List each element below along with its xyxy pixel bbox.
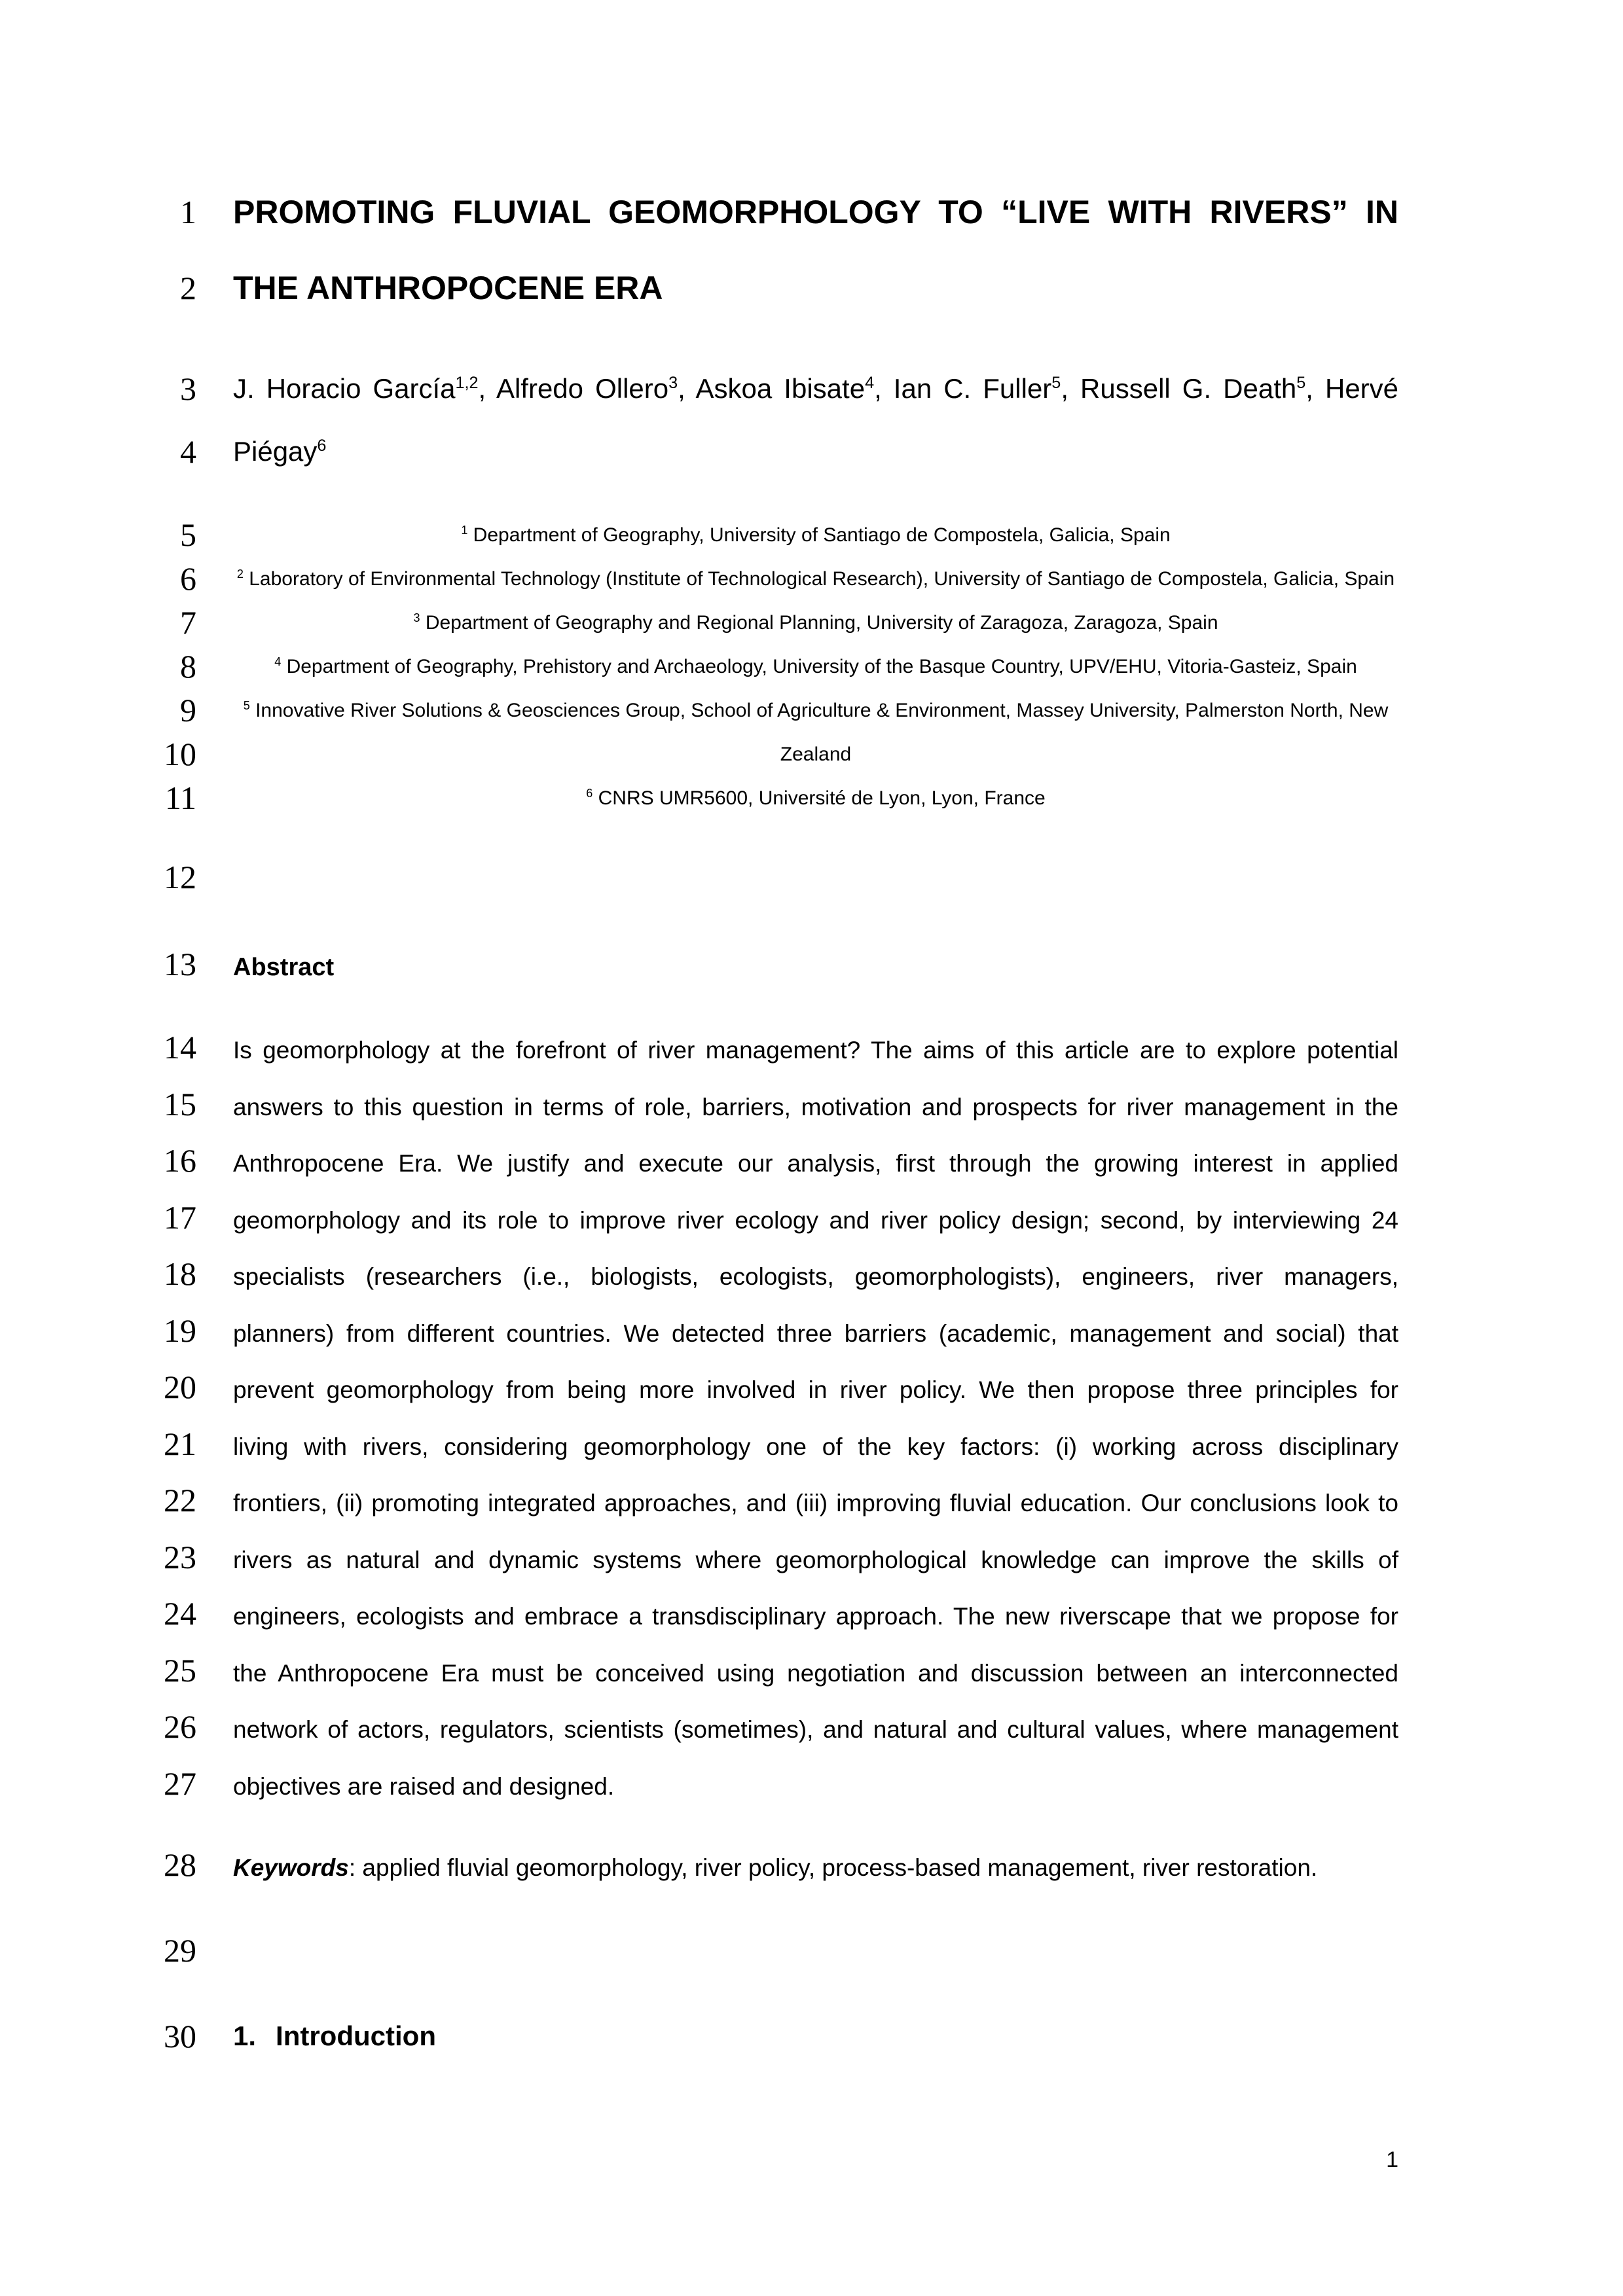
author-list: J. Horacio García$^{1,2}$, Alfredo Ollero$^3$, Askoa Ibisate$^4$, Ian C. Fuller$^5$, Russell G. Death$^5$, Hervé (233, 373, 1399, 404)
author-affiliation-marker: 4 (865, 374, 875, 392)
affiliation (233, 566, 1398, 592)
affiliation-text: Department of Geography, Prehistory and Archaeology, University of the Basque Country, UPV/EHU, Vitoria-Gasteiz, Spain (286, 656, 1357, 677)
line-number: 12 (164, 859, 196, 895)
abstract-line: Anthropocene Era. We justify and execute our analysis, first through the growing interest in applied (233, 1150, 1398, 1177)
abstract-line: objectives are raised and designed. (233, 1773, 615, 1800)
keywords-label: Keywords (233, 1854, 349, 1881)
abstract-line: rivers as natural and dynamic systems where geomorphological knowledge can improve the skills of (233, 1547, 1398, 1573)
author-affiliation-marker: 3 (668, 374, 678, 392)
line-number: 22 (164, 1482, 196, 1518)
abstract-line: specialists (researchers (i.e., biologists, ecologists, geomorphologists), engineers, river managers, (233, 1263, 1398, 1290)
line-number: 28 (164, 1846, 196, 1883)
section-title: Introduction (276, 2020, 436, 2051)
line-number: 20 (164, 1369, 196, 1405)
author-name: Russell G. Death (1080, 373, 1297, 404)
affiliation-number: 3 (413, 611, 420, 624)
affiliation (233, 698, 1398, 724)
section-heading-introduction (233, 2017, 1398, 2056)
author-affiliation-marker: 5 (1296, 374, 1306, 392)
line-number: 7 (180, 604, 196, 641)
affiliation (233, 522, 1398, 548)
author-name: Alfredo Ollero (496, 373, 669, 404)
affiliation-text: Department of Geography, University of Santiago de Compostela, Galicia, Spain (473, 524, 1171, 546)
author-list-continued (233, 432, 1398, 471)
line-number: 30 (164, 2018, 196, 2054)
line-number: 3 (180, 370, 196, 407)
line-number: 8 (180, 648, 196, 685)
abstract-line: network of actors, regulators, scientists (sometimes), and natural and cultural values, where management (233, 1716, 1398, 1743)
line-number: 17 (164, 1199, 196, 1236)
line-number: 9 (180, 692, 196, 728)
affiliation-number: 1 (461, 524, 468, 537)
line-number: 25 (164, 1652, 196, 1689)
author-name: Hervé (1324, 373, 1399, 404)
affiliation-number: 6 (586, 787, 593, 800)
author-affiliation-marker: 1,2 (455, 374, 479, 392)
affiliation-text: Zealand (780, 744, 852, 765)
line-number: 14 (164, 1029, 196, 1066)
line-number: 10 (164, 736, 196, 772)
abstract-line: prevent geomorphology from being more involved in river policy. We then propose three principles for (233, 1376, 1398, 1403)
paper-title-line-2: THE ANTHROPOCENE ERA (233, 270, 663, 306)
line-number: 1 (180, 194, 196, 230)
line-number: 26 (164, 1708, 196, 1745)
line-number: 6 (180, 560, 196, 597)
line-number: 2 (180, 270, 196, 306)
line-number: 21 (164, 1426, 196, 1462)
affiliation (233, 610, 1398, 636)
line-number: 16 (164, 1142, 196, 1179)
abstract-line: the Anthropocene Era must be conceived using negotiation and discussion between an interconnected (233, 1660, 1398, 1687)
line-number: 23 (164, 1539, 196, 1575)
line-number: 4 (180, 433, 196, 470)
author-name: Askoa Ibisate (695, 373, 866, 404)
line-number: 5 (180, 516, 196, 553)
affiliation-text: Department of Geography and Regional Planning, University of Zaragoza, Zaragoza, Spain (425, 612, 1218, 634)
author-affiliation-marker: 5 (1051, 374, 1061, 392)
author-affiliation-marker: 6 (317, 437, 327, 455)
abstract-line: planners) from different countries. We detected three barriers (academic, management and social) that (233, 1320, 1398, 1347)
line-number: 13 (164, 946, 196, 982)
affiliation-text: Laboratory of Environmental Technology (Institute of Technological Research), University of Santiago de Compostela, Galicia, Spain (249, 568, 1395, 590)
affiliation-continued (233, 742, 1398, 768)
abstract-line: answers to this question in terms of role, barriers, motivation and prospects for river management in the (233, 1094, 1398, 1121)
line-number: 15 (164, 1086, 196, 1122)
paper-title-line-1: PROMOTING FLUVIAL GEOMORPHOLOGY TO “LIVE WITH RIVERS” IN (233, 194, 1398, 230)
affiliation-number: 2 (236, 567, 244, 581)
affiliation-number: 5 (243, 699, 250, 712)
keywords-text: : applied fluvial geomorphology, river policy, process-based management, river restoration. (348, 1854, 1318, 1881)
line-number: 24 (164, 1595, 196, 1632)
abstract-line: Is geomorphology at the forefront of river management? The aims of this article are to explore potential (233, 1037, 1398, 1064)
page-number: 1 (1386, 2147, 1398, 2172)
affiliation-text: Innovative River Solutions & Geosciences Group, School of Agriculture & Environment, Massey University, Palmerston North, New (255, 700, 1389, 721)
author-name: J. Horacio García (233, 373, 456, 404)
line-number: 27 (164, 1765, 196, 1802)
keywords (233, 1852, 1398, 1884)
line-number: 19 (164, 1312, 196, 1349)
abstract-heading: Abstract (233, 954, 335, 981)
abstract-line: frontiers, (ii) promoting integrated approaches, and (iii) improving fluvial education. Our conclusions look to (233, 1490, 1398, 1516)
line-number: 11 (164, 780, 196, 816)
affiliation-number: 4 (274, 655, 282, 668)
abstract-line: living with rivers, considering geomorphology one of the key factors: (i) working across disciplinary (233, 1433, 1398, 1460)
section-number: 1. (233, 2020, 257, 2051)
affiliation-text: CNRS UMR5600, Université de Lyon, Lyon, France (598, 787, 1046, 809)
affiliation (233, 785, 1398, 812)
affiliation (233, 654, 1398, 680)
abstract-line: geomorphology and its role to improve river ecology and river policy design; second, by interviewing 24 (233, 1207, 1398, 1234)
abstract-line: engineers, ecologists and embrace a transdisciplinary approach. The new riverscape that we propose for (233, 1603, 1398, 1630)
author-name: Ian C. Fuller (893, 373, 1052, 404)
line-number: 18 (164, 1255, 196, 1292)
line-number: 29 (164, 1932, 196, 1969)
author-name: Piégay (233, 436, 318, 467)
